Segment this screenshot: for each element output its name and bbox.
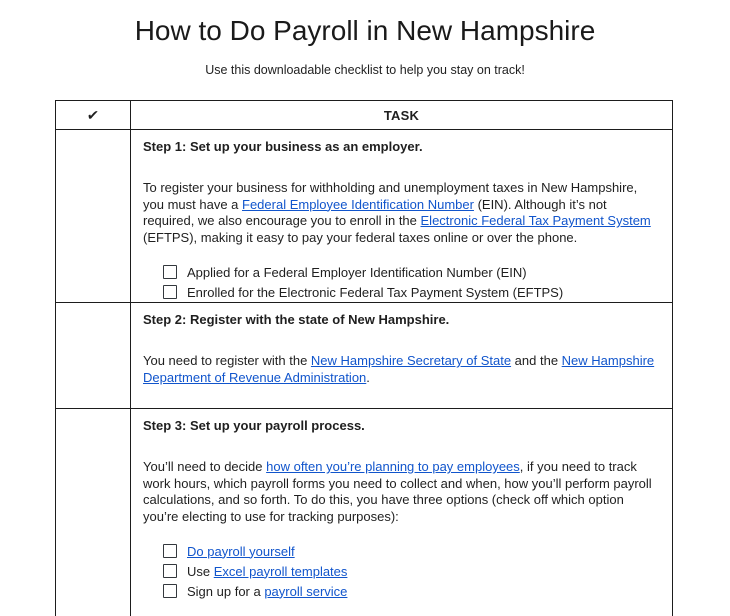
checkbox-do-payroll-yourself[interactable] xyxy=(163,544,177,558)
step3-paragraph xyxy=(143,459,660,525)
page-subtitle: Use this downloadable checklist to help you stay on track! xyxy=(205,63,525,77)
step2-heading: Step 2: Register with the state of New Hampshire. xyxy=(143,312,450,327)
table-row-step1 xyxy=(56,130,673,303)
checkbox-excel-templates[interactable] xyxy=(163,564,177,578)
step3-task-cell xyxy=(131,409,673,616)
payroll-checklist-table xyxy=(55,100,673,616)
checkmark-icon: ✔ xyxy=(86,106,100,123)
page-title: How to Do Payroll in New Hampshire xyxy=(134,15,596,46)
check-column-header xyxy=(56,101,131,130)
link-eftps[interactable]: Electronic Federal Tax Payment System xyxy=(420,213,651,228)
step1-task-cell xyxy=(131,130,673,303)
checklist-item-label: Applied for a Federal Employer Identification Number (EIN) xyxy=(187,264,527,280)
checkbox-payroll-service[interactable] xyxy=(163,584,177,598)
checklist-item xyxy=(163,541,660,561)
link-pay-frequency[interactable]: how often you’re planning to pay employees xyxy=(266,459,520,474)
checklist-item-label: Sign up for a payroll service xyxy=(187,583,348,599)
task-column-header: TASK xyxy=(131,101,673,130)
step1-paragraph xyxy=(143,180,660,246)
checklist-item xyxy=(163,282,660,302)
step1-text-3: (EFTPS), making it easy to pay your federal taxes online or over the phone. xyxy=(143,229,578,245)
step3-text-1: You’ll need to decide xyxy=(143,459,267,474)
step2-text-1: You need to register with the xyxy=(143,353,311,368)
checkbox-eftps-enrolled[interactable] xyxy=(163,285,177,299)
step2-check-cell[interactable] xyxy=(56,303,131,409)
step3-heading: Step 3: Set up your payroll process. xyxy=(143,418,365,433)
step3-text-2: , if you need to track work hours, which payroll forms you need to collect and when, how you’ll perform payroll calculations, and so forth. To do this, you have three options (check off which option you’re electing to use for tracking purposes): xyxy=(143,459,652,524)
checkbox-ein-applied[interactable] xyxy=(163,265,177,279)
step2-text-3: . xyxy=(366,369,370,385)
step1-text-1: To register your business for withholding and unemployment taxes in New Hampshire, you must have a xyxy=(143,180,638,212)
step2-text-2: and the xyxy=(511,353,562,368)
checklist-item xyxy=(163,262,660,282)
link-nh-revenue-administration[interactable]: New Hampshire Department of Revenue Administration xyxy=(143,353,655,385)
checklist-item-label: Use Excel payroll templates xyxy=(187,563,348,579)
table-row-step2 xyxy=(56,303,673,409)
table-header-row xyxy=(56,101,673,130)
link-do-payroll-yourself[interactable]: Do payroll yourself xyxy=(187,543,295,559)
step1-checklist xyxy=(163,262,660,302)
link-nh-secretary-of-state[interactable]: New Hampshire Secretary of State xyxy=(310,353,512,368)
step2-paragraph xyxy=(143,353,660,386)
checklist-item xyxy=(163,561,660,581)
link-excel-payroll-templates[interactable]: Excel payroll templates xyxy=(213,563,348,579)
step1-heading: Step 1: Set up your business as an employer. xyxy=(143,139,423,154)
link-payroll-service[interactable]: payroll service xyxy=(264,583,348,599)
checklist-item xyxy=(163,581,660,601)
checklist-item-label xyxy=(187,544,295,559)
step2-task-cell xyxy=(131,303,673,409)
step3-checklist xyxy=(163,541,660,601)
table-row-step3 xyxy=(56,409,673,616)
step1-text-2: (EIN). Although it’s not required, we also encourage you to enroll in the xyxy=(143,196,607,228)
link-federal-ein[interactable]: Federal Employee Identification Number xyxy=(242,196,474,212)
checklist-item-label: Enrolled for the Electronic Federal Tax Payment System (EFTPS) xyxy=(187,284,564,300)
step3-check-cell[interactable] xyxy=(56,409,131,616)
step1-check-cell[interactable] xyxy=(56,130,131,303)
